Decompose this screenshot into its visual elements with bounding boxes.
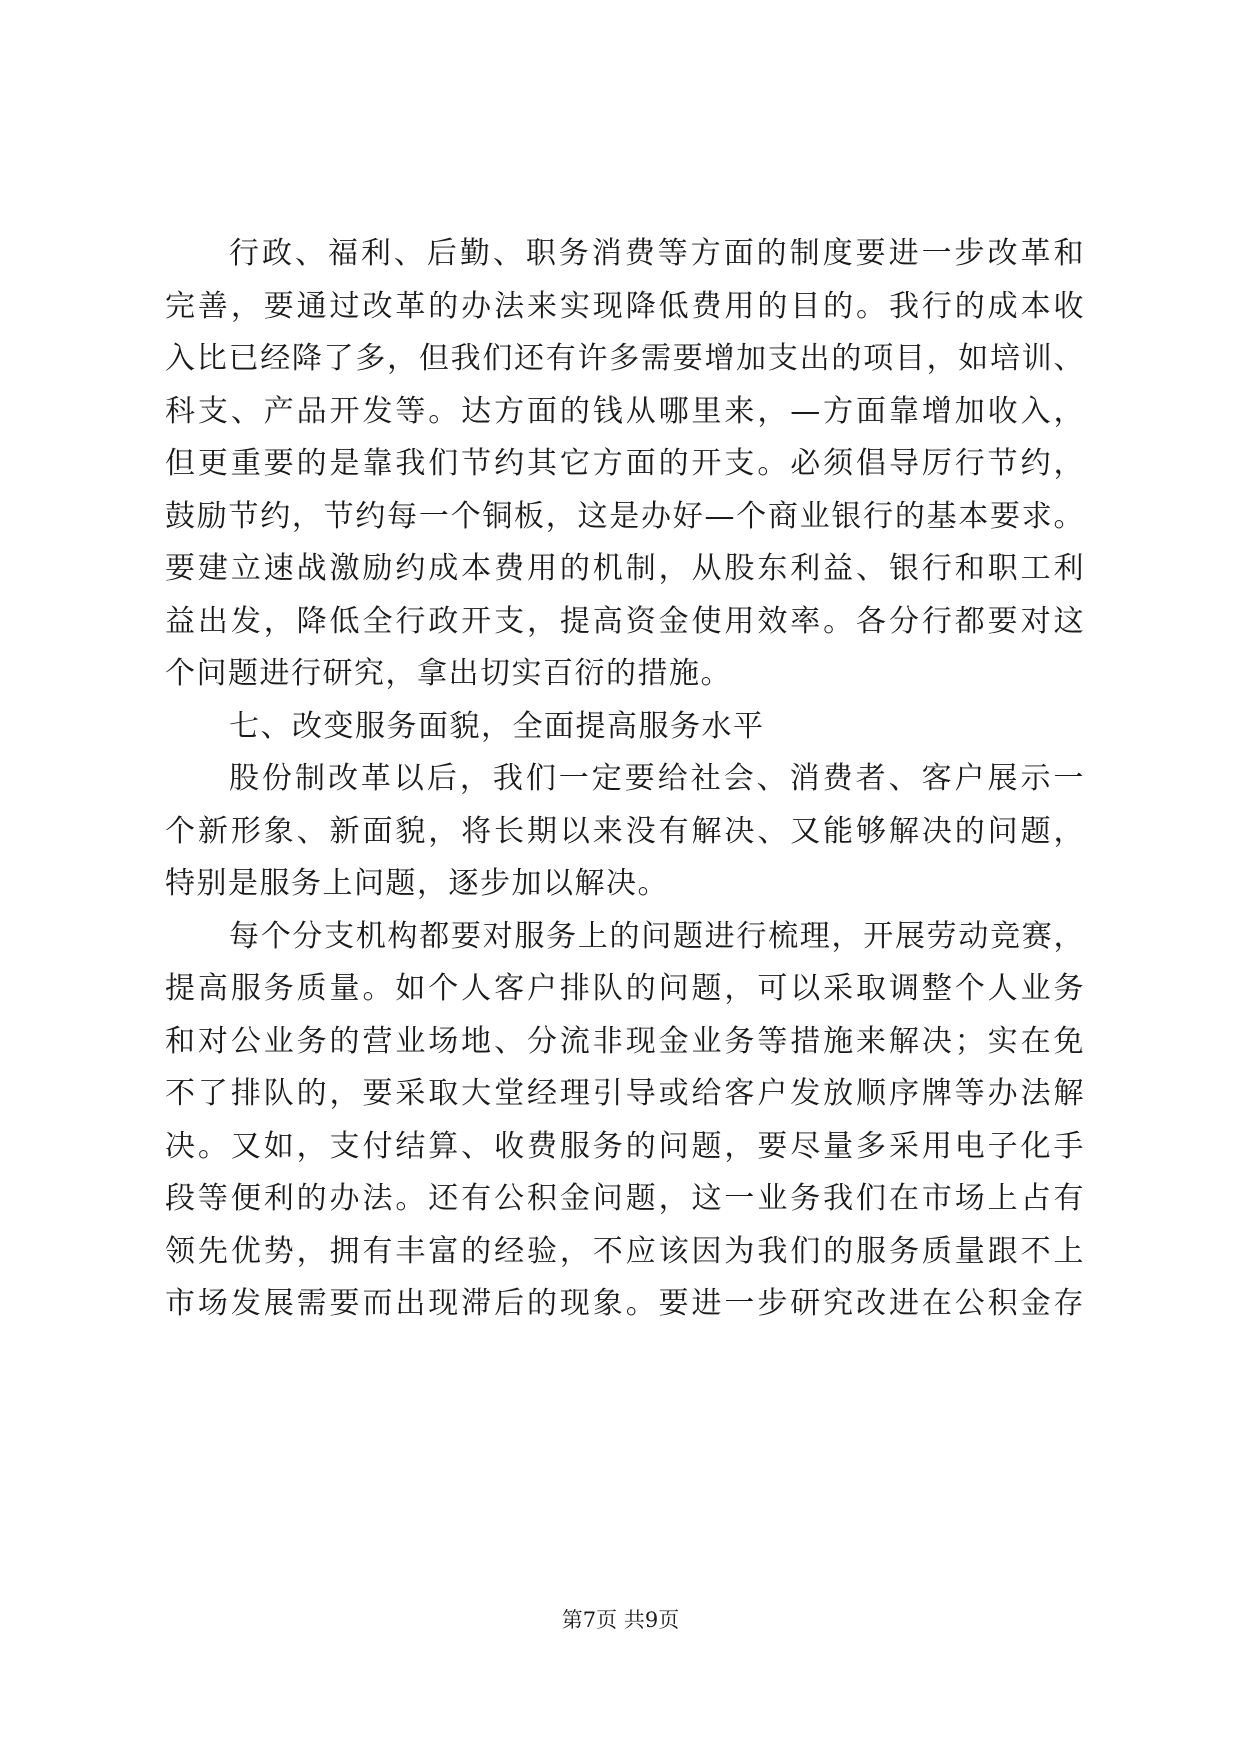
text-line: 要建立速战激励约成本费用的机制，从股东利益、银行和职工利 <box>165 551 1085 586</box>
text-line: 鼓励节约，节约每一个铜板，这是办好—个商业银行的基本要求。 <box>165 498 1085 534</box>
text-line: 股份制改革以后，我们一定要给社会、消费者、客户展示一 <box>229 761 1085 796</box>
text-line: 不了排队的，要采取大堂经理引导或给客户发放顺序牌等办法解 <box>165 1076 1085 1111</box>
text-line: 决。又如，支付结算、收费服务的问题，要尽量多采用电子化手 <box>165 1128 1085 1164</box>
text-line: 完善，要通过改革的办法来实现降低费用的目的。我行的成本收 <box>165 288 1085 324</box>
text-line: 个问题进行研究，拿出切实百衍的措施。 <box>165 656 732 691</box>
section-heading: 七、改变服务面貌，全面提高服务水平 <box>229 708 765 744</box>
text-line: 个新形象、新面貌，将长期以来没有解决、又能够解决的问题， <box>165 813 1085 849</box>
text-line: 和对公业务的营业场地、分流非现金业务等措施来解决；实在免 <box>165 1023 1085 1059</box>
text-line: 但更重要的是靠我们节约其它方面的开支。必须倡导厉行节约， <box>165 446 1085 481</box>
document-body <box>165 228 1085 1331</box>
text-line: 特别是服务上问题，逐步加以解决。 <box>165 866 669 901</box>
text-line: 每个分支机构都要对服务上的问题进行梳理，开展劳动竞赛， <box>229 918 1085 954</box>
text-line: 市场发展需要而出现滞后的现象。要进一步研究改进在公积金存 <box>165 1286 1085 1321</box>
text-line: 益出发，降低全行政开支，提高资金使用效率。各分行都要对这 <box>165 603 1085 639</box>
text-line: 科支、产品开发等。达方面的钱从哪里来，—方面靠增加收入， <box>165 393 1085 429</box>
page-number-footer: 第7页 共9页 <box>561 1608 680 1632</box>
text-line: 领先优势，拥有丰富的经验，不应该因为我们的服务质量跟不上 <box>165 1233 1085 1269</box>
text-line: 段等便利的办法。还有公积金问题，这一业务我们在市场上占有 <box>165 1181 1085 1216</box>
text-line: 入比已经降了多，但我们还有许多需要增加支出的项目，如培训、 <box>165 341 1085 376</box>
text-line: 行政、福利、后勤、职务消费等方面的制度要进一步改革和 <box>229 236 1085 271</box>
text-line: 提高服务质量。如个人客户排队的问题，可以采取调整个人业务 <box>165 971 1085 1006</box>
